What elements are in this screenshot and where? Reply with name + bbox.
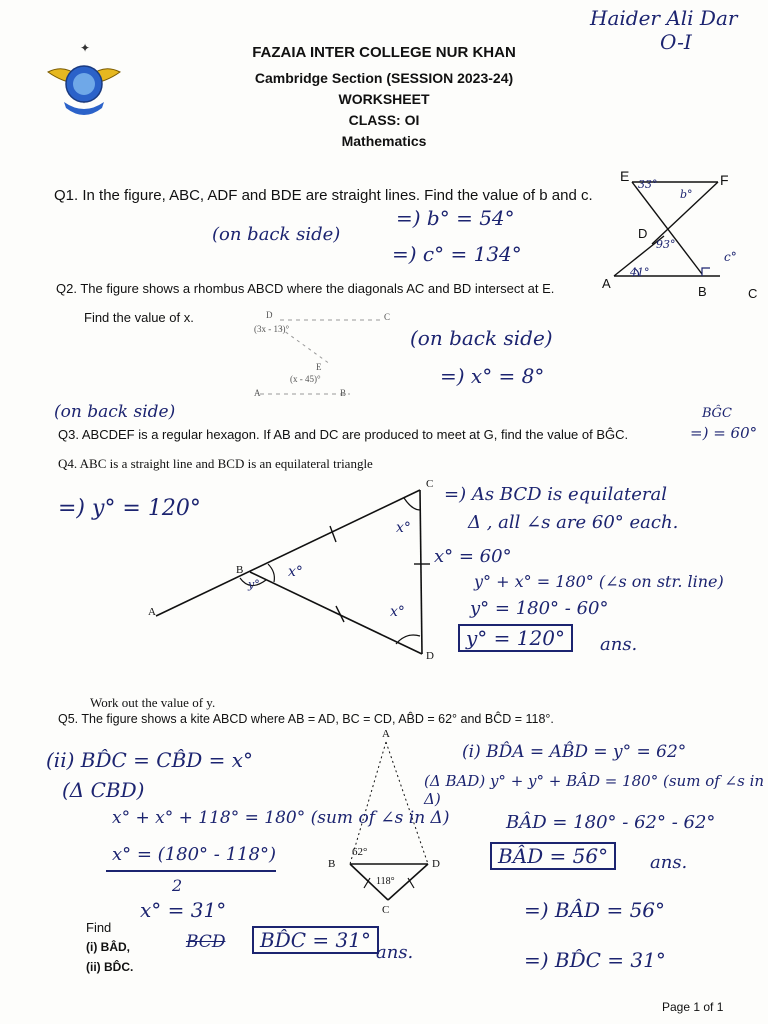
q2-angle-label-2: (x - 45)° <box>290 374 321 384</box>
q5-label-A: A <box>382 728 390 740</box>
q1-answer-c: =) c° = 134° <box>392 242 522 266</box>
q5-boxed-left: BD̂C = 31° <box>252 926 379 954</box>
q5-right-2: (Δ BAD) y° + y° + BÂD = 180° (sum of ∠s in Δ) <box>424 772 765 808</box>
q2-label-E: E <box>316 362 322 372</box>
q3-answer-top: BĜC <box>702 406 732 421</box>
q5-left-3: x° + x° + 118° = 180° (sum of ∠s in Δ) <box>112 808 450 828</box>
q1-answer-b: =) b° = 54° <box>396 206 515 230</box>
q4-label-C: C <box>426 478 434 490</box>
q4-step-2: Δ , all ∠s are 60° each. <box>468 512 679 533</box>
q4-step-4: y° + x° = 180° (∠s on str. line) <box>474 572 724 591</box>
q4-angle-y: y° <box>248 578 260 591</box>
q1-angle-41: 41° <box>630 266 650 279</box>
q5-strikethrough: BCD <box>186 932 226 952</box>
q4-step-3: x° = 60° <box>434 546 512 567</box>
q5-left-6: x° = 31° <box>140 898 227 922</box>
q1-label-F: F <box>720 172 729 188</box>
doc-title: WORKSHEET <box>338 91 430 107</box>
q4-label-B: B <box>236 564 244 576</box>
q4-step-5: y° = 180° - 60° <box>470 598 609 619</box>
q5-find-i: (i) BÂD, <box>86 940 130 954</box>
q4-angle-x1: x° <box>288 564 303 580</box>
q1-angle-33: 33° <box>638 178 658 191</box>
q5-left-4: x° = (180° - 118°) <box>112 844 276 865</box>
q5-final-2: =) BD̂C = 31° <box>524 948 666 972</box>
q1-label-C: C <box>748 286 758 301</box>
q3-note: (on back side) <box>54 402 176 422</box>
q5-label-B: B <box>328 858 336 870</box>
svg-text:✦: ✦ <box>80 41 91 55</box>
school-name: FAZAIA INTER COLLEGE NUR KHAN <box>252 44 516 61</box>
q4-label-A: A <box>148 606 156 618</box>
q5-label-D: D <box>432 858 440 870</box>
q5-label-C: C <box>382 904 390 916</box>
q2-angle-label-1: (3x - 13)° <box>254 324 290 334</box>
q1-note: (on back side) <box>212 224 341 245</box>
q4-step-1: =) As BCD is equilateral <box>444 484 667 505</box>
q2-answer: =) x° = 8° <box>440 364 545 388</box>
q5-ans-word-left: ans. <box>376 942 414 963</box>
q3-answer: =) = 60° <box>690 424 758 442</box>
q5-left-2: (Δ CBD) <box>62 778 145 802</box>
q1-label-B: B <box>698 284 707 299</box>
q5-right-1: (i) BD̂A = AB̂D = y° = 62° <box>462 742 687 762</box>
q5-ans-word-right: ans. <box>650 852 688 873</box>
q2-label-B: B <box>340 388 347 398</box>
q5-final-1: =) BÂD = 56° <box>524 898 666 922</box>
q5-angle-118: 118° <box>376 876 395 887</box>
q5-text: Q5. The figure shows a kite ABCD where AB = AD, BC = CD, AB̂D = 62° and BĈD = 118°. <box>58 712 554 726</box>
section-name: Cambridge Section (SESSION 2023-24) <box>254 70 514 86</box>
q1-label-E: E <box>620 168 630 184</box>
q5-find-ii: (ii) BD̂C. <box>86 960 134 974</box>
q2-label-C: C <box>384 312 391 322</box>
q1-label-D: D <box>638 226 648 241</box>
q2-label-A: A <box>254 388 261 398</box>
q2-text: Q2. The figure shows a rhombus ABCD where the diagonals AC and BD intersect at E. <box>56 281 555 296</box>
q4-label-D: D <box>426 650 434 662</box>
q5-boxed-right: BÂD = 56° <box>490 842 616 870</box>
class-name: CLASS: OI <box>348 112 420 128</box>
q5-left-5: 2 <box>172 876 183 895</box>
q5-find: Find <box>86 920 112 935</box>
subject: Mathematics <box>341 133 427 149</box>
q1-angle-b: b° <box>680 188 693 201</box>
q1-text: Q1. In the figure, ABC, ADF and BDE are straight lines. Find the value of b and c. <box>54 187 593 204</box>
q4-text: Q4. ABC is a straight line and BCD is an equilateral triangle <box>58 456 373 471</box>
q4-angle-x2: x° <box>396 520 411 536</box>
q2-label-D: D <box>266 310 273 320</box>
q4-boxed-answer: y° = 120° <box>458 624 573 652</box>
q5-fraction-bar <box>106 870 276 872</box>
q1-label-A: A <box>602 276 611 291</box>
q2-sub: Find the value of x. <box>84 310 194 325</box>
handwritten-name: Haider Ali Dar <box>590 6 738 30</box>
q5-right-3: BÂD = 180° - 62° - 62° <box>506 812 716 833</box>
q5-angle-62: 62° <box>352 846 368 858</box>
q4-ans-word: ans. <box>600 634 638 655</box>
q4-angle-x3: x° <box>390 604 405 620</box>
q2-note: (on back side) <box>410 326 553 350</box>
q5-left-1: (ii) BD̂C = CB̂D = x° <box>46 748 254 772</box>
q1-angle-93: 93° <box>656 238 676 251</box>
q4-work: Work out the value of y. <box>90 695 216 710</box>
q3-text: Q3. ABCDEF is a regular hexagon. If AB and DC are produced to meet at G, find the value of BĜC. <box>58 427 629 442</box>
page-number: Page 1 of 1 <box>662 1000 724 1014</box>
q4-answer-left: =) y° = 120° <box>58 496 201 521</box>
q1-angle-c: c° <box>724 250 737 264</box>
handwritten-class: O-I <box>660 30 692 54</box>
